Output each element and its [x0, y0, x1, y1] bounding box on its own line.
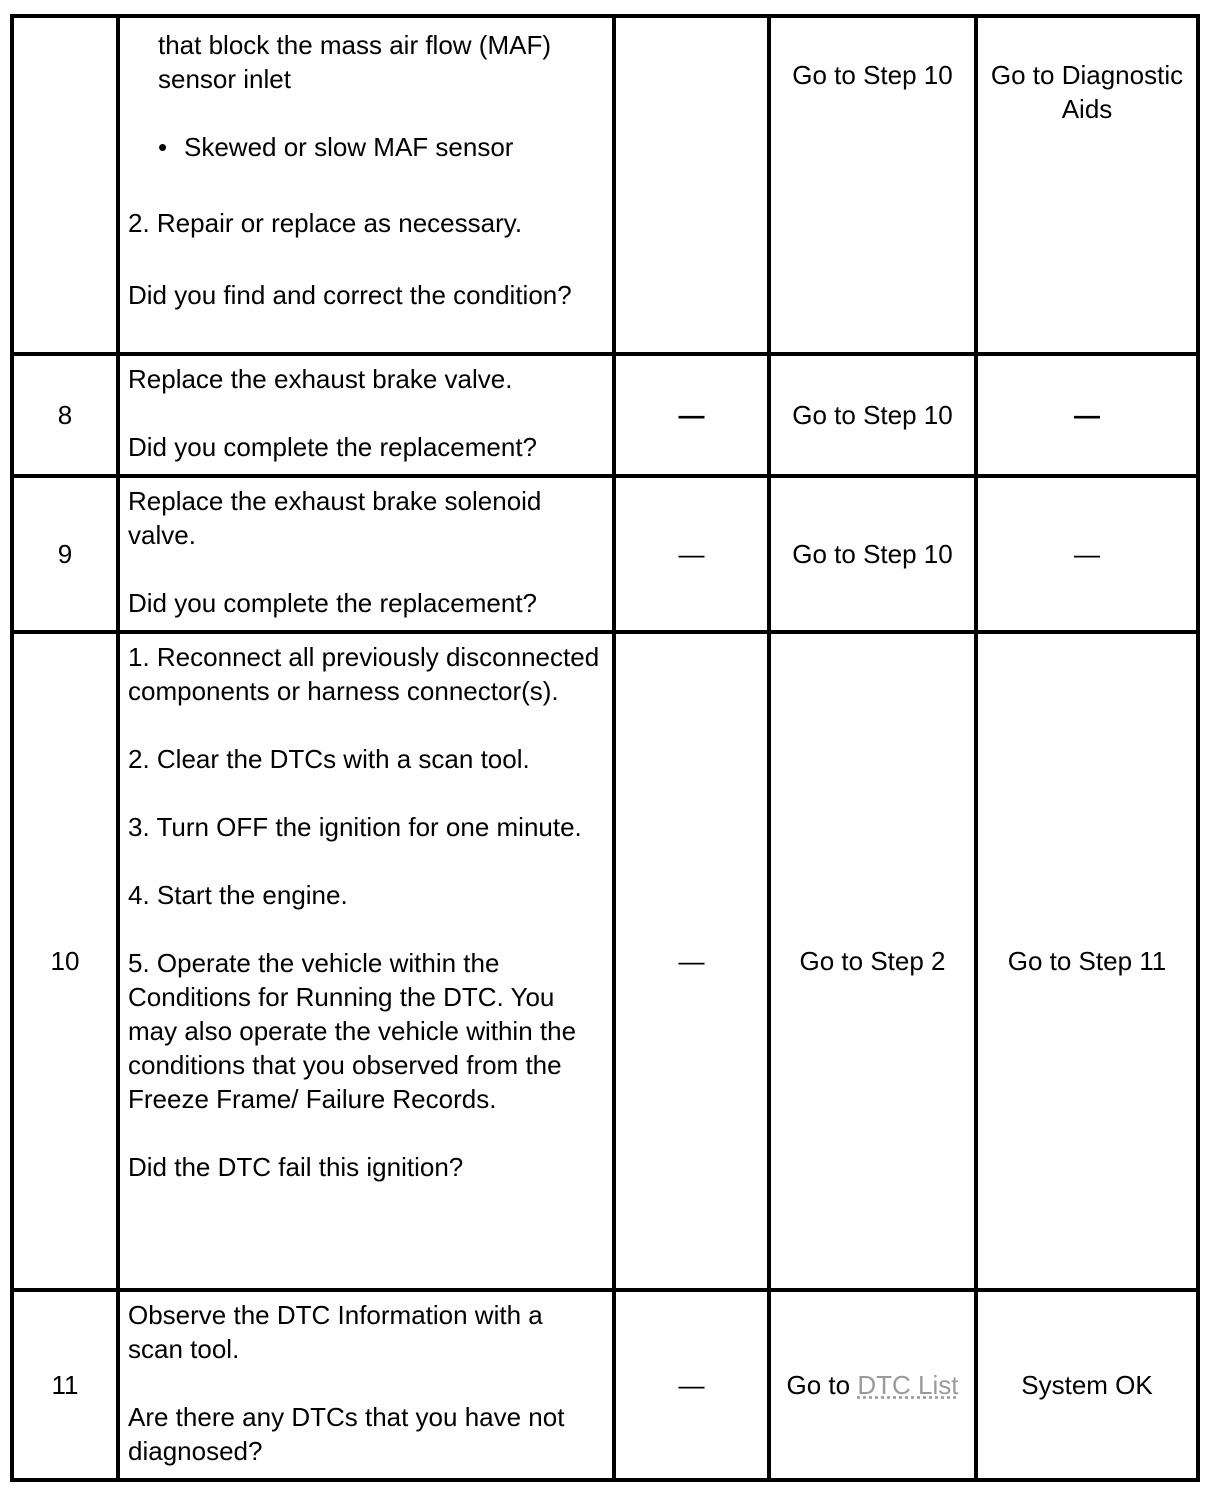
- step-number-cell: 11: [12, 1290, 118, 1480]
- value-cell: [614, 16, 769, 354]
- yes-cell: Go to Step 2: [769, 632, 976, 1290]
- action-step: 1. Reconnect all previously disconnected components or harness connector(s).: [128, 642, 600, 706]
- table-row: [12, 632, 1198, 1290]
- step-number-cell: 8: [12, 354, 118, 476]
- table-row: [12, 354, 1198, 476]
- action-step: 5. Operate the vehicle within the Conditions for Running the DTC. You may also operate the vehicle within the conditions that you observed from the Freeze Frame/ Failure Records.: [128, 948, 577, 1114]
- action-step: 4. Start the engine.: [128, 880, 348, 910]
- action-step: 2. Repair or replace as necessary.: [128, 208, 523, 238]
- action-line: sensor inlet: [158, 64, 291, 94]
- value-cell: —: [614, 632, 769, 1290]
- yes-cell: Go to Step 10: [769, 16, 976, 354]
- no-cell: Go to Step 11: [976, 632, 1198, 1290]
- action-cell: [118, 476, 614, 632]
- bullet-icon: •: [158, 132, 168, 162]
- value-cell: —: [614, 476, 769, 632]
- action-question: Are there any DTCs that you have not diagnosed?: [128, 1402, 565, 1466]
- bullet-item: • Skewed or slow MAF sensor: [158, 132, 514, 162]
- action-text: Replace the exhaust brake valve.: [128, 364, 513, 394]
- yes-cell: [769, 1290, 976, 1480]
- yes-prefix: Go to: [786, 1370, 851, 1400]
- value-cell: —: [614, 354, 769, 476]
- no-cell: System OK: [976, 1290, 1198, 1480]
- step-number-cell: [12, 16, 118, 354]
- dtc-list-link[interactable]: DTC List: [857, 1370, 959, 1400]
- action-cell: [118, 16, 614, 354]
- action-step: 3. Turn OFF the ignition for one minute.: [128, 812, 582, 842]
- no-cell: —: [976, 354, 1198, 476]
- step-number-cell: 9: [12, 476, 118, 632]
- step-number-cell: 10: [12, 632, 118, 1290]
- action-cell: [118, 1290, 614, 1480]
- action-step: 2. Clear the DTCs with a scan tool.: [128, 744, 530, 774]
- action-cell: [118, 354, 614, 476]
- no-cell: —: [976, 476, 1198, 632]
- action-text: Observe the DTC Information with a scan tool.: [128, 1300, 543, 1364]
- yes-cell: Go to Step 10: [769, 354, 976, 476]
- table-row: [12, 16, 1198, 354]
- no-cell: Go to Diagnostic Aids: [976, 16, 1198, 354]
- action-text: Replace the exhaust brake solenoid valve.: [128, 486, 542, 550]
- yes-cell: Go to Step 10: [769, 476, 976, 632]
- action-cell: [118, 632, 614, 1290]
- action-line: that block the mass air flow (MAF): [158, 30, 551, 60]
- action-question: Did you complete the replacement?: [128, 588, 538, 618]
- table-row: [12, 476, 1198, 632]
- action-question: Did you complete the replacement?: [128, 432, 538, 462]
- action-question: Did the DTC fail this ignition?: [128, 1152, 464, 1182]
- table-row: [12, 1290, 1198, 1480]
- action-question: Did you find and correct the condition?: [128, 280, 572, 310]
- diagnostic-table: [10, 14, 1200, 1482]
- value-cell: —: [614, 1290, 769, 1480]
